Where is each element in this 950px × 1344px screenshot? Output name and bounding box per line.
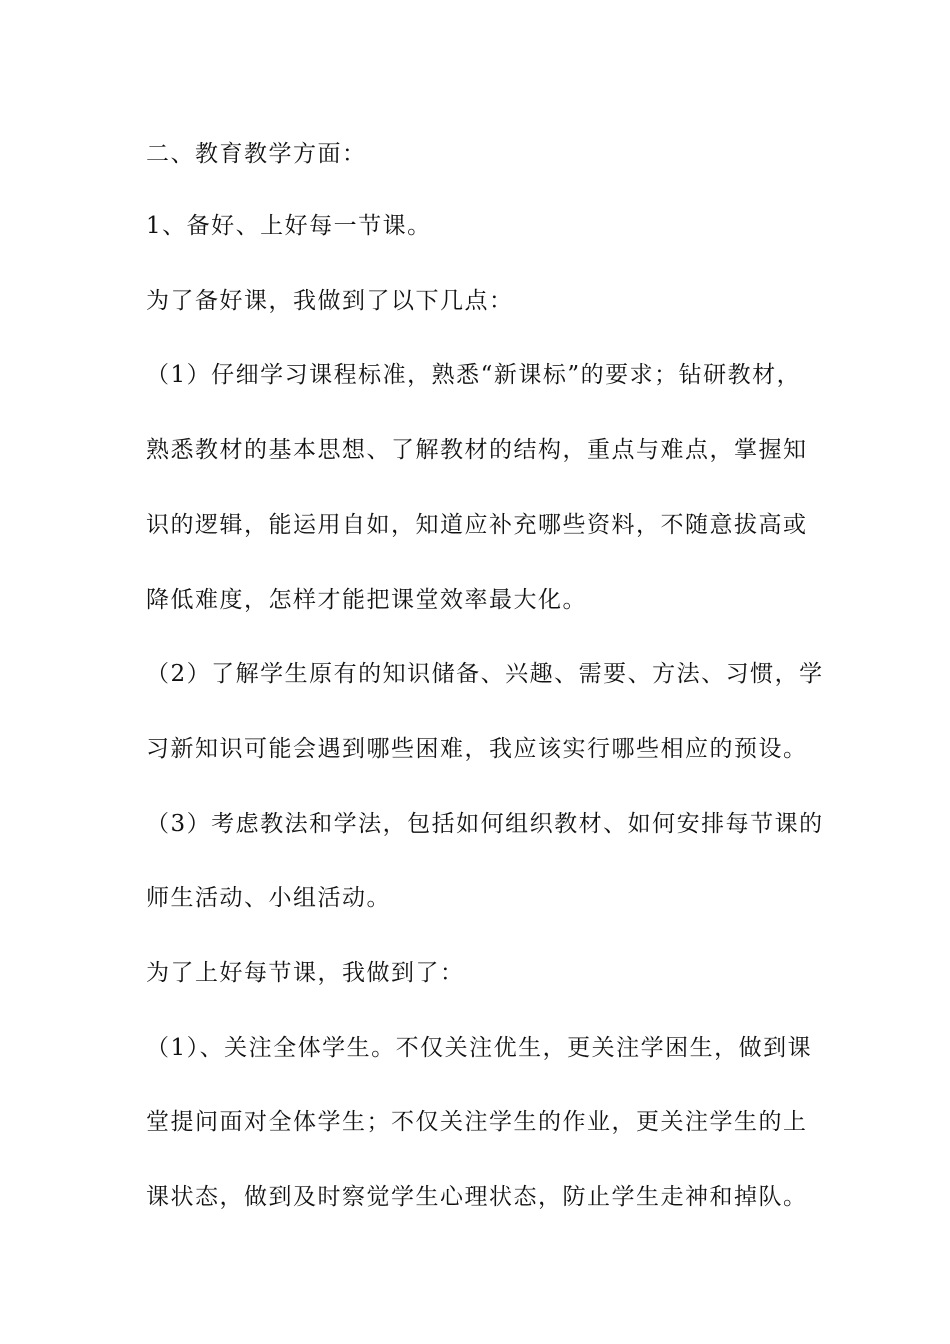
subsection-heading: 1、备好、上好每一节课。 bbox=[146, 213, 432, 239]
paragraph-line: （3）考虑教法和学法，包括如何组织教材、如何安排每节课的 bbox=[146, 811, 824, 837]
paragraph-line: 习新知识可能会遇到哪些困难，我应该实行哪些相应的预设。 bbox=[146, 736, 808, 762]
paragraph-line: 课状态，做到及时察觉学生心理状态，防止学生走神和掉队。 bbox=[146, 1184, 808, 1210]
paragraph-line: 为了备好课，我做到了以下几点： bbox=[146, 288, 514, 314]
paragraph-line: 识的逻辑，能运用自如，知道应补充哪些资料，不随意拔高或 bbox=[146, 512, 808, 538]
paragraph-line: 为了上好每节课，我做到了： bbox=[146, 960, 465, 986]
paragraph-line: （1）、关注全体学生。不仅关注优生，更关注学困生，做到课 bbox=[146, 1035, 813, 1061]
paragraph-line: 师生活动、小组活动。 bbox=[146, 885, 391, 911]
paragraph-line: 熟悉教材的基本思想、了解教材的结构，重点与难点，掌握知 bbox=[146, 437, 808, 463]
paragraph-line: （1）仔细学习课程标准，熟悉“新课标”的要求；钻研教材， bbox=[146, 362, 802, 388]
paragraph-line: 降低难度，怎样才能把课堂效率最大化。 bbox=[146, 587, 587, 613]
section-heading: 二、教育教学方面： bbox=[146, 141, 367, 167]
paragraph-line: 堂提问面对全体学生；不仅关注学生的作业，更关注学生的上 bbox=[146, 1109, 808, 1135]
paragraph-line: （2）了解学生原有的知识储备、兴趣、需要、方法、习惯，学 bbox=[146, 661, 824, 687]
